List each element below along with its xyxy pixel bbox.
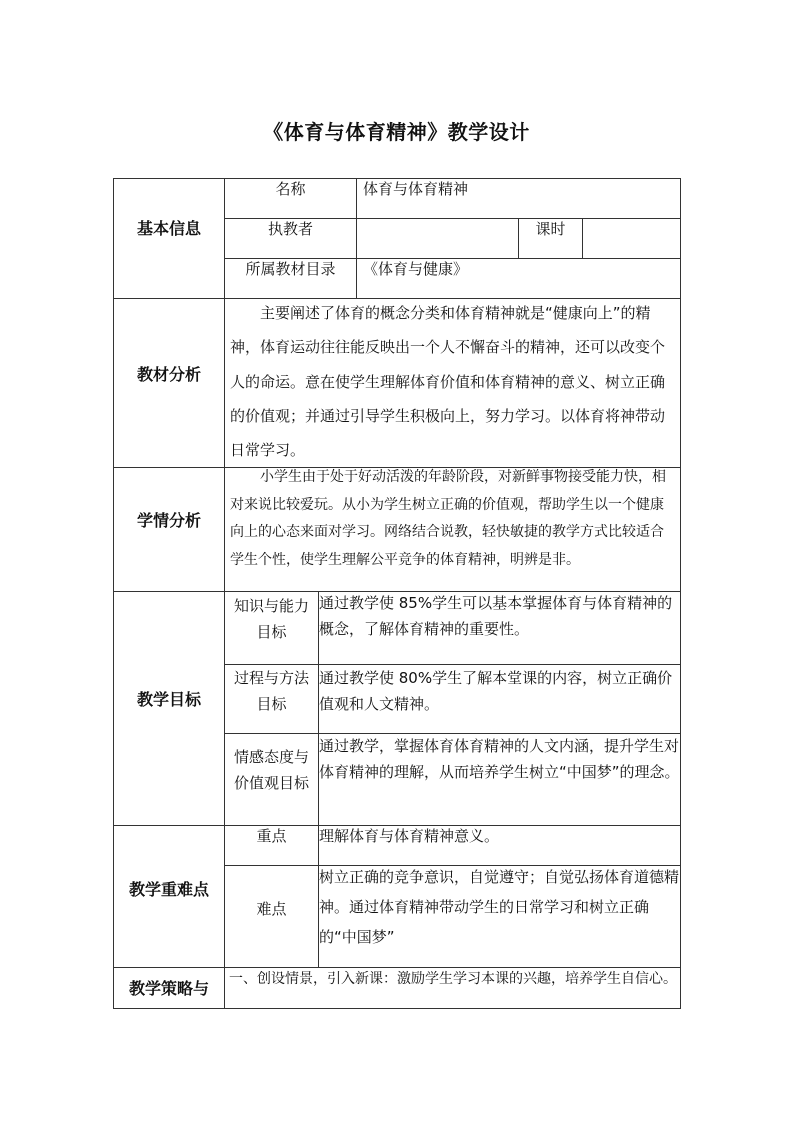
knowledge-goal-text: 通过教学使 85%学生可以基本掌握体育与体育精神的概念，了解体育精神的重要性。 [319, 594, 673, 639]
key-point-label: 重点 [256, 827, 287, 845]
name-label: 名称 [275, 180, 306, 198]
emotion-goal-label-1: 情感态度与 [233, 748, 309, 766]
student-analysis-header: 学情分析 [136, 511, 201, 530]
strategy-text: 一、创设情景，引入新课：激励学生学习本课的兴趣，培养学生自信心。 [229, 971, 677, 987]
process-goal-label-2: 目标 [256, 695, 287, 713]
name-value: 体育与体育精神 [363, 180, 469, 198]
key-points-header: 教学重难点 [128, 880, 209, 899]
basic-info-header: 基本信息 [136, 219, 201, 238]
teacher-label: 执教者 [267, 220, 313, 238]
difficult-point-text: 树立正确的竞争意识，自觉遵守；自觉弘扬体育道德精神。通过体育精神带动学生的日常学习和树立正确的“中国梦” [319, 868, 680, 946]
catalog-value: 《体育与健康》 [363, 260, 469, 278]
material-analysis-text: 主要阐述了体育的概念分类和体育精神就是“健康向上”的精神，体育运动往往能反映出一个人不懈奋斗的精神，还可以改变个人的命运。意在使学生理解体育价值和体育精神的意义、树立正确的价值观；并通过引导学生积极向上，努力学习。以体育将神带动日常学习。 [230, 304, 666, 460]
difficult-point-label: 难点 [256, 900, 287, 918]
emotion-goal-text: 通过教学，掌握体育体育精神的人文内涵，提升学生对体育精神的理解，从而培养学生树立“中国梦”的理念。 [319, 737, 680, 782]
knowledge-goal-label-2: 目标 [256, 623, 287, 641]
material-analysis-header: 教材分析 [136, 365, 201, 384]
key-point-text: 理解体育与体育精神意义。 [319, 827, 500, 845]
emotion-goal-label-2: 价值观目标 [233, 774, 309, 792]
catalog-label: 所属教材目录 [245, 260, 336, 278]
teaching-goals-header: 教学目标 [136, 690, 201, 709]
process-goal-text: 通过教学使 80%学生了解本堂课的内容，树立正确价值观和人文精神。 [319, 669, 673, 714]
strategy-header: 教学策略与 [128, 979, 209, 998]
knowledge-goal-label-1: 知识与能力 [233, 597, 309, 615]
hours-label: 课时 [535, 220, 566, 238]
student-analysis-text: 小学生由于处于好动活泼的年龄阶段，对新鲜事物接受能力快，相对来说比较爱玩。从小为学生树立正确的价值观，帮助学生以一个健康向上的心态来面对学习。网络结合说教，轻快敏捷的教学方式比较适合学生个性，使学生理解公平竞争的体育精神，明辨是非。 [230, 469, 666, 569]
document-title: 《体育与体育精神》教学设计 [263, 120, 530, 144]
process-goal-label-1: 过程与方法 [233, 669, 309, 687]
